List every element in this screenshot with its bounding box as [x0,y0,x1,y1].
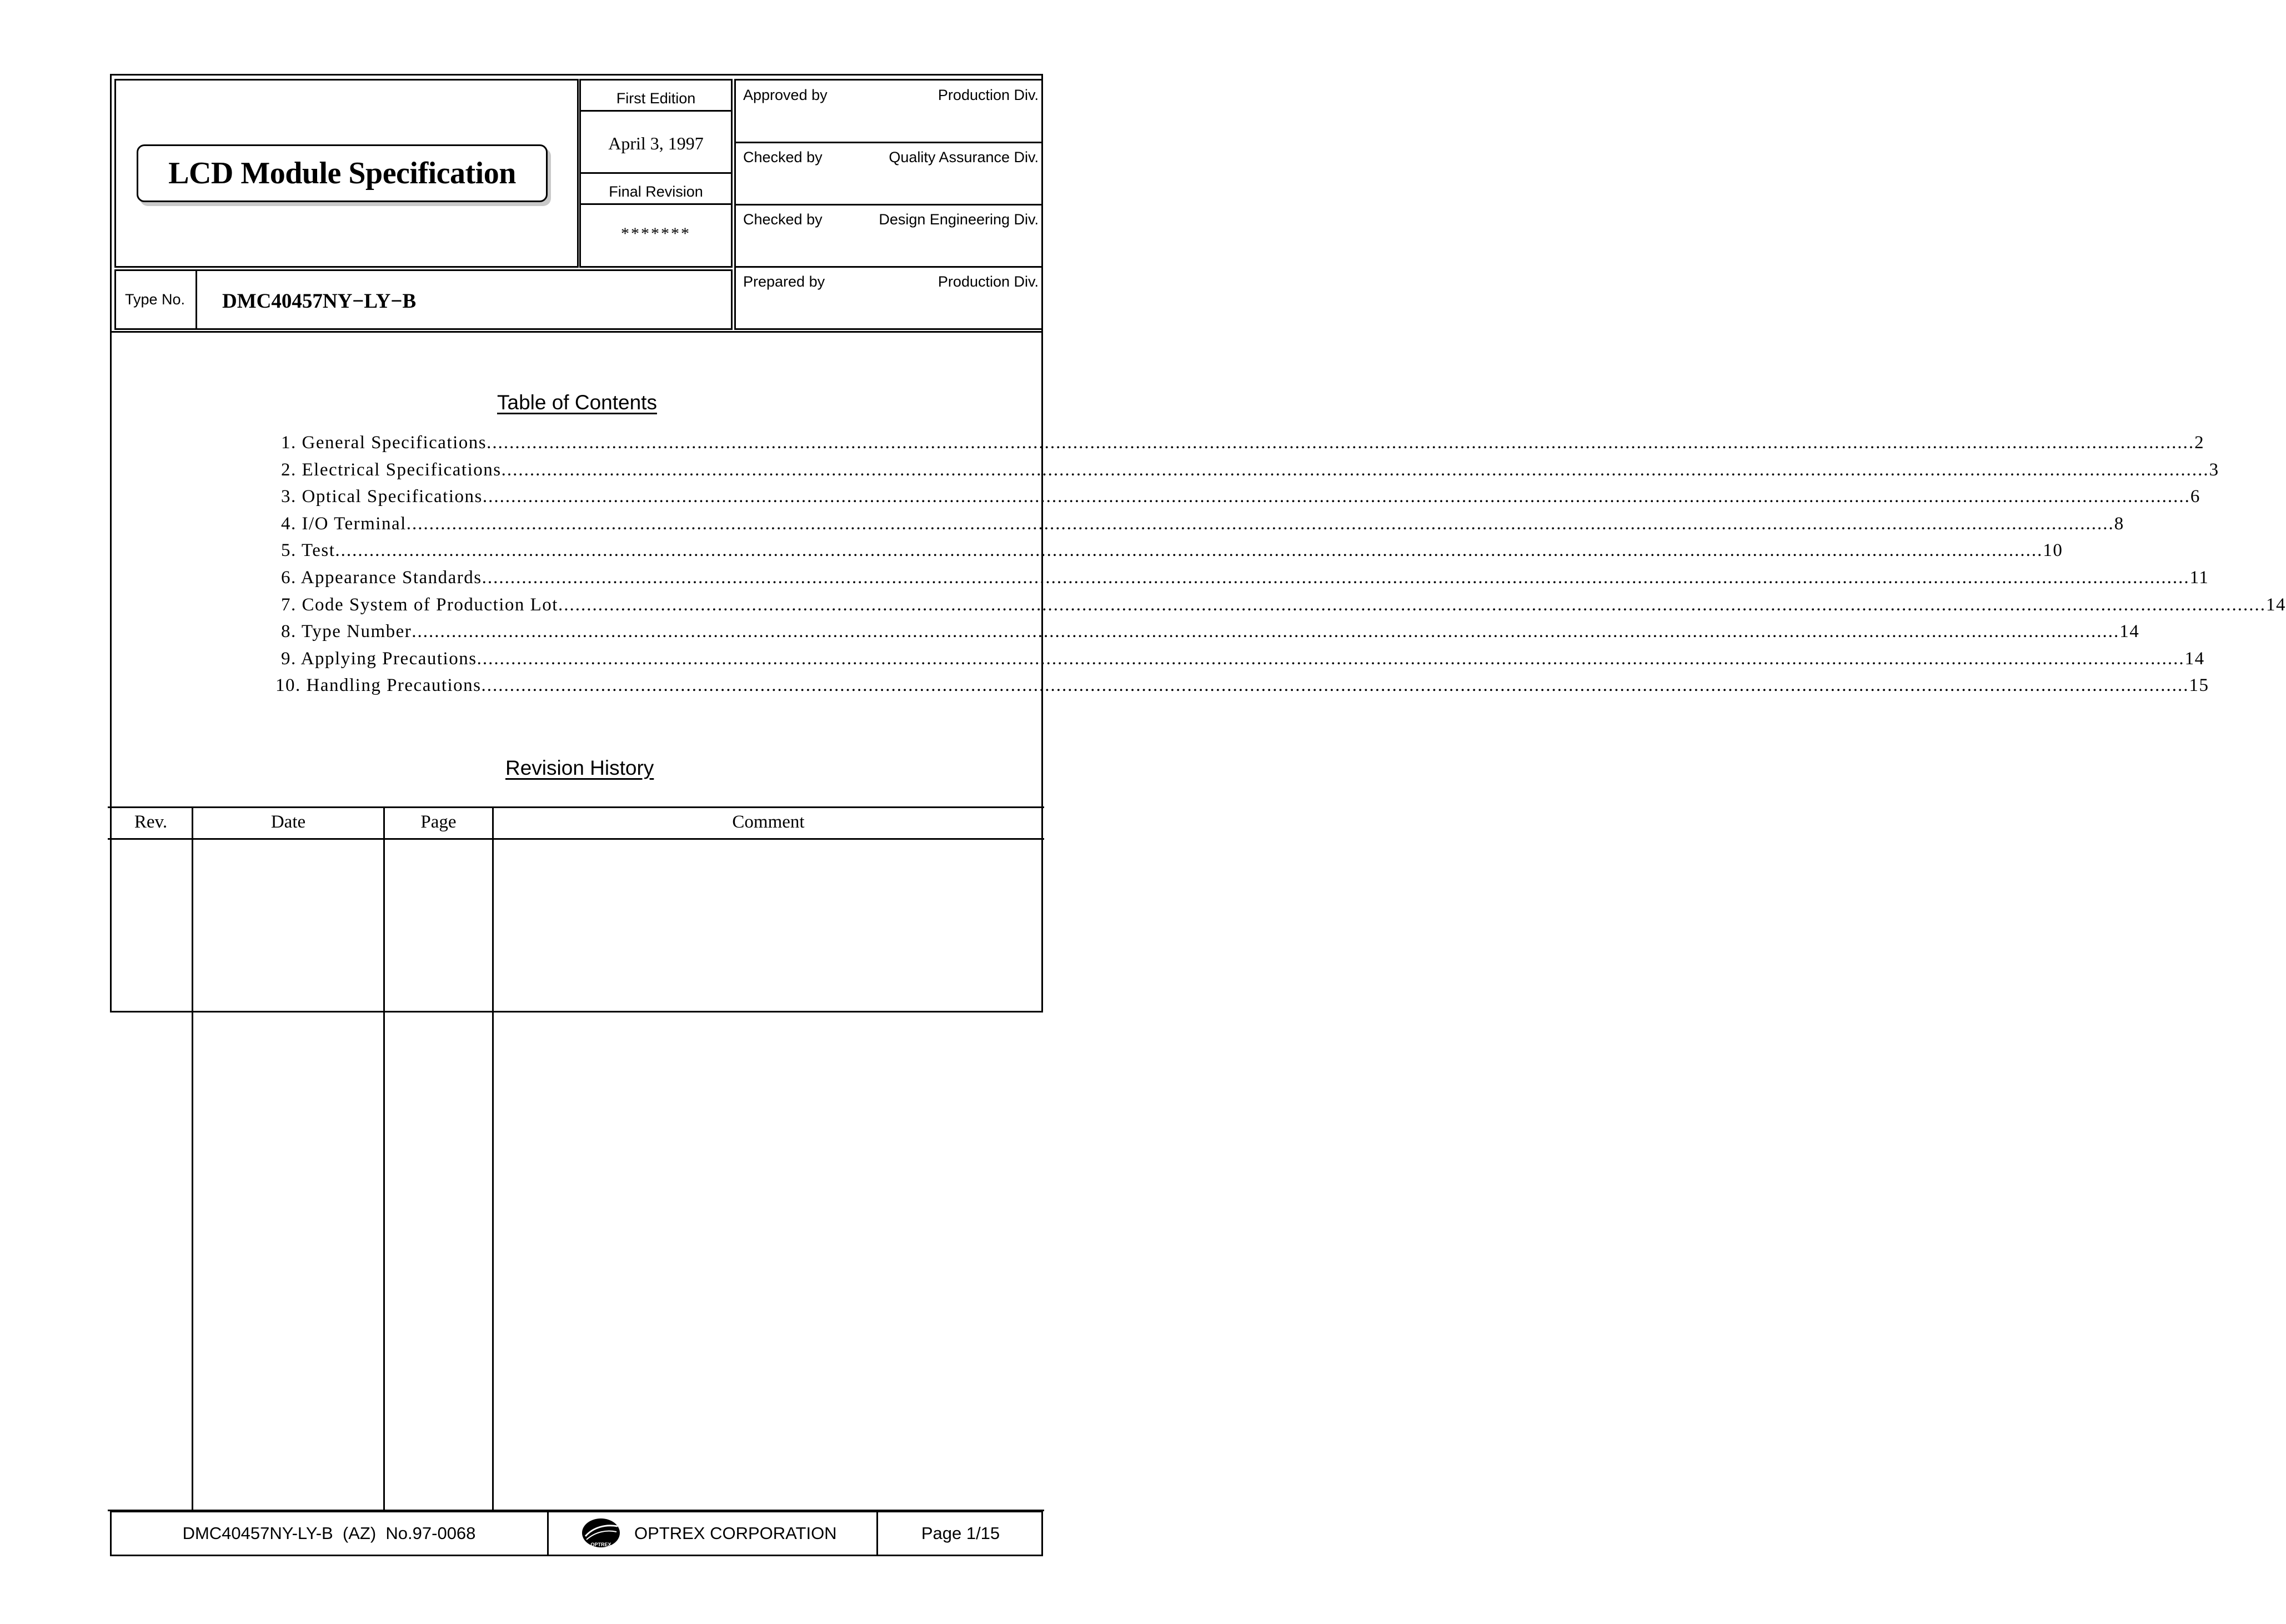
toc-leader-dots: ............................................................................................................................................................................................................................................................................................................ [412,621,2120,641]
toc-leader-dots: ............................................................................................................................................................................................................................................................................................................ [558,595,2266,615]
toc-entry [281,433,2205,459]
column-header-date: Date [270,812,306,832]
type-no-panel [114,269,733,330]
approval-role: Checked by [743,149,823,166]
approval-division: Quality Assurance Div. [889,149,1039,166]
toc-entry-title: 9. Applying Precautions [281,649,477,669]
optrex-logo-icon [579,1514,623,1553]
toc-entry [281,487,2200,513]
toc-entry-title: 8. Type Number [281,621,412,641]
toc-entry-page: 10 [2043,540,2063,560]
approval-role: Approved by [743,87,828,103]
toc-entry-page: 6 [2190,487,2200,507]
toc-entry-page: 8 [2114,514,2124,534]
toc-entry [275,675,2209,702]
final-revision-value: ******* [621,224,691,243]
toc-leader-dots: ............................................................................................................................................................................................................................................................................................................ [406,514,2114,534]
toc-entry-title: 4. I/O Terminal [281,514,407,534]
column-header-rev: Rev. [134,812,168,832]
toc-entry [281,568,2209,594]
toc-entry-title: 5. Test [281,540,335,560]
footer-page-number: Page 1/15 [921,1523,1000,1543]
toc-entry-title: 7. Code System of Production Lot [281,595,558,615]
footer-doc-id: DMC40457NY-LY-B (AZ) No.97-0068 [182,1523,476,1543]
first-edition-label: First Edition [616,90,696,107]
approval-division: Design Engineering Div. [879,211,1039,228]
approval-division: Production Div. [938,273,1039,290]
toc-leader-dots: ............................................................................................................................................................................................................................................................................................................ [482,487,2190,507]
document-title: LCD Module Specification [137,144,548,202]
toc-entry-page: 3 [2209,460,2219,480]
toc-entry-title: 1. General Specifications [281,433,487,453]
column-header-comment: Comment [732,812,805,832]
approval-division: Production Div. [938,87,1039,103]
toc-entry-page: 14 [2184,649,2205,669]
approval-role: Checked by [743,211,823,228]
toc-leader-dots: ............................................................................................................................................................................................................................................................................................................ [477,649,2185,669]
approval-role: Prepared by [743,273,825,290]
type-no-value: DMC40457NY−LY−B [222,290,417,313]
toc-entry [281,595,2286,621]
toc-entry-page: 14 [2265,595,2286,615]
toc-entry-title: 10. Handling Precautions [275,675,482,695]
toc-entry-title: 6. Appearance Standards [281,568,482,588]
svg-text:OPTREX: OPTREX [590,1542,611,1547]
toc-entry [281,649,2205,675]
final-revision-label: Final Revision [609,183,703,200]
type-no-label: Type No. [124,291,186,308]
column-header-page: Page [420,812,457,832]
toc-leader-dots: ............................................................................................................................................................................................................................................................................................................ [335,540,2043,560]
revision-heading: Revision History [505,756,654,779]
first-edition-date: April 3, 1997 [608,133,704,153]
toc-leader-dots: ............................................................................................................................................................................................................................................................................................................ [501,460,2209,480]
toc-leader-dots: ............................................................................................................................................................................................................................................................................................................ [482,568,2190,588]
footer-company: OPTREX CORPORATION [634,1523,837,1543]
toc-entry-page: 11 [2189,568,2209,588]
toc-entry-title: 3. Optical Specifications [281,487,483,507]
toc-leader-dots: ............................................................................................................................................................................................................................................................................................................ [481,675,2189,695]
toc-entry-title: 2. Electrical Specifications [281,460,502,480]
toc-heading: Table of Contents [497,391,657,414]
toc-entry-page: 14 [2119,621,2140,641]
toc-entry-page: 2 [2194,433,2205,453]
toc-entry-page: 15 [2189,675,2209,695]
toc-entry [281,540,2063,567]
toc-entry [281,514,2124,540]
toc-leader-dots: ............................................................................................................................................................................................................................................................................................................ [487,433,2195,453]
toc-entry [281,460,2219,487]
toc-entry [281,621,2140,648]
